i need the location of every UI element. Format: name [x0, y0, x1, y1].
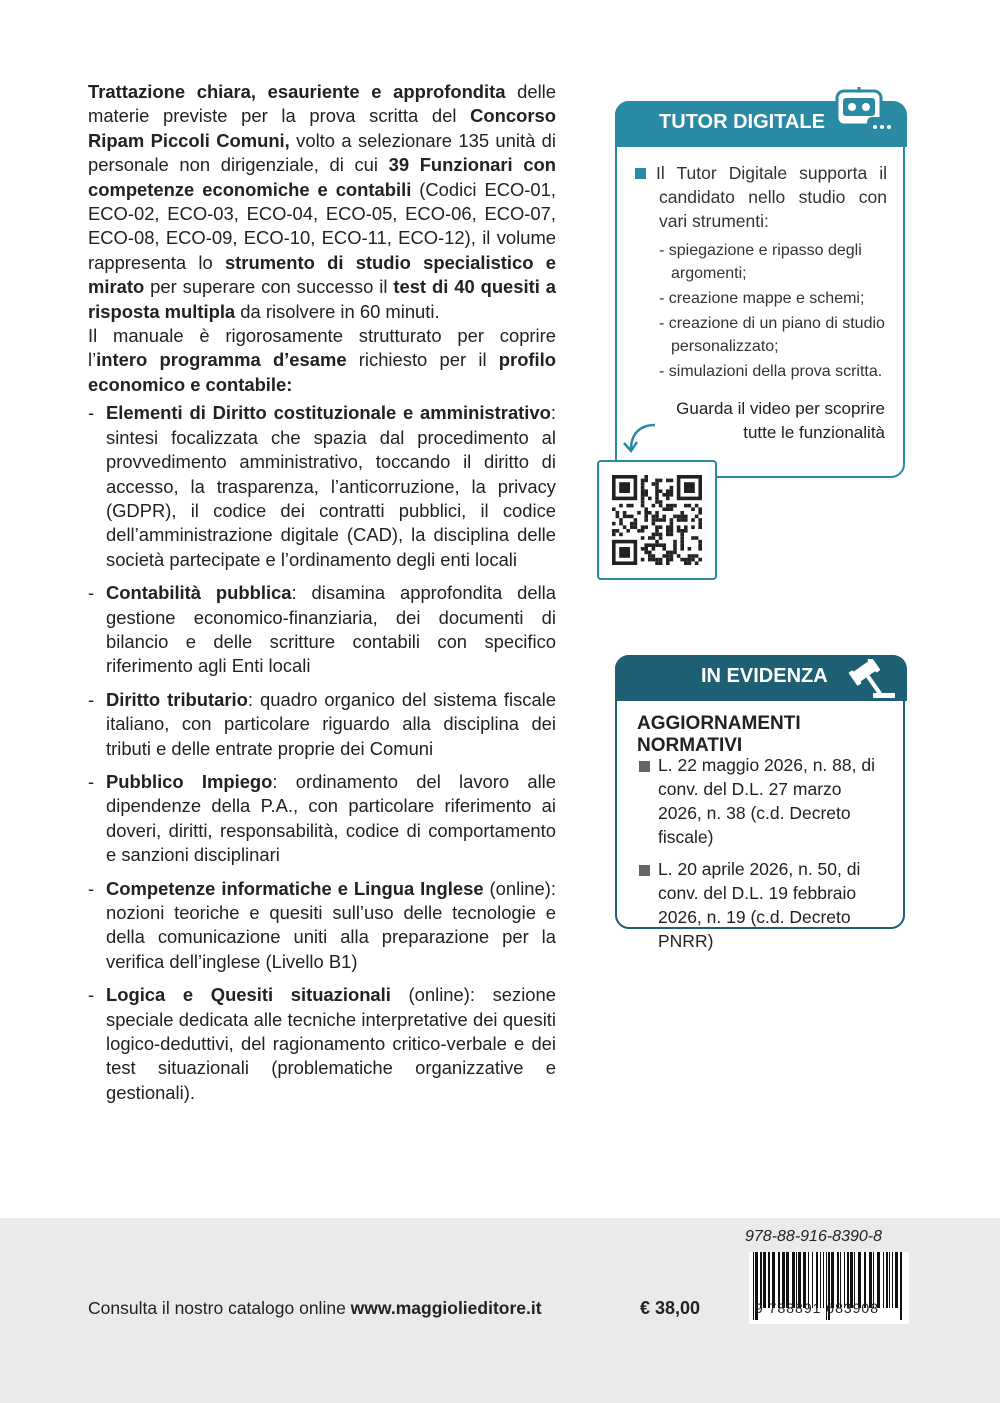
curved-arrow-icon [621, 421, 661, 455]
description-column [88, 80, 556, 1114]
list-item: - Contabilità pubblica: disamina approfondita della gestione economico-finanziaria, dei documenti di bilancio e delle scritture contabili con specifico riferimento agli Enti locali [88, 582, 556, 677]
program-paragraph: Il manuale è rigorosamente strutturato per coprire l’intero programma d’esame richiesto per il profilo economico e contabile: [88, 325, 556, 395]
tutor-intro-text: Il Tutor Digitale supporta il candidato nello studio con vari strumenti: [656, 163, 887, 231]
list-item: - simulazioni della prova scritta. [659, 363, 883, 380]
list-item: - creazione di un piano di studio personalizzato; [659, 315, 885, 355]
isbn: 978-88-916-8390-8 [745, 1228, 882, 1245]
barcode-number: 9 788891 683908 [755, 1300, 879, 1316]
list-item: - Competenze informatiche e Lingua Inglese (online): nozioni teoriche e quesiti sull’uso delle tecnologie e della comunicazione uniti alla preparazione per la verifica dell’inglese (Livello B1) [88, 877, 556, 972]
square-bullet-icon [639, 761, 650, 772]
square-bullet-icon [635, 168, 646, 179]
list-item: - Pubblico Impiego: ordinamento del lavoro alle dipendenze della P.A., con particolare riferimento ai doveri, diritti, responsabilità, codice di comportamento e sanzioni disciplinari [88, 770, 556, 866]
list-item: - Diritto tributario: quadro organico del sistema fiscale italiano, con particolare riguardo alla disciplina dei tributi e delle entrate proprie dei Comuni [88, 688, 556, 759]
square-bullet-icon [639, 865, 650, 876]
list-item: L. 22 maggio 2026, n. 88, di conv. del D.L. 27 marzo 2026, n. 38 (c.d. Decreto fiscale) [639, 753, 889, 849]
list-item: - Logica e Quesiti situazionali (online): sezione speciale dedicata alle tecniche interpretative dei quesiti logico-deduttivi, del ragionamento critico-verbale e dei test situazionali (problematiche organizzative e gestionali). [88, 984, 556, 1103]
video-cta-text: Guarda il video per scoprire tutte le funzionalità [676, 399, 885, 442]
in-evidenza-box [615, 655, 905, 951]
catalog-line: Consulta il nostro catalogo online www.maggiolieditore.it [88, 1298, 542, 1318]
qr-code-icon [599, 462, 715, 578]
list-item: L. 20 aprile 2026, n. 50, di conv. del D.L. 19 febbraio 2026, n. 19 (c.d. Decreto PNRR) [639, 857, 889, 953]
tutor-tools-list [659, 239, 887, 383]
evidenza-subtitle: AGGIORNAMENTI NORMATIVI [637, 713, 801, 756]
intro-paragraph: Trattazione chiara, esauriente e approfondita delle materie previste per la prova scritta del Concorso Ripam Piccoli Comuni, volto a selezionare 135 unità di personale non dirigenziale, di cui 39 Funzionari con competenze economiche e contabili (Codici ECO-01, ECO-02, ECO-03, ECO-04, ECO-05, ECO-06, ECO-07, ECO-08, ECO-09, ECO-10, ECO-11, ECO-12), il volume rappresenta lo strumento di studio specialistico e mirato per superare con successo il test di 40 quesiti a risposta multipla da risolvere in 60 minuti. [88, 81, 557, 322]
list-item: - spiegazione e ripasso degli argomenti; [659, 242, 862, 282]
robot-chat-icon [831, 87, 903, 147]
tutor-digitale-box [615, 101, 905, 478]
footer-band [0, 1218, 1000, 1403]
qr-code[interactable] [597, 460, 717, 580]
updates-list [639, 753, 889, 961]
topics-list [88, 401, 556, 1105]
price: € 38,00 [640, 1298, 701, 1318]
tutor-title: TUTOR DIGITALE [659, 111, 825, 133]
catalog-link[interactable]: www.maggiolieditore.it [350, 1298, 542, 1318]
list-item: - creazione mappe e schemi; [659, 290, 865, 307]
evidenza-title: IN EVIDENZA [701, 665, 828, 687]
list-item: - Elementi di Diritto costituzionale e amministrativo: sintesi focalizzata che spazia dal procedimento al provvedimento amministrativo, toccando il diritto di accesso, la trasparenza, l’anticorruzione, la privacy (GDPR), il codice dei contratti pubblici, il codice dell’amministrazione digitale (CAD), la disciplina delle società partecipate e l’ordinamento degli enti locali [88, 402, 556, 570]
gavel-icon [843, 659, 899, 699]
